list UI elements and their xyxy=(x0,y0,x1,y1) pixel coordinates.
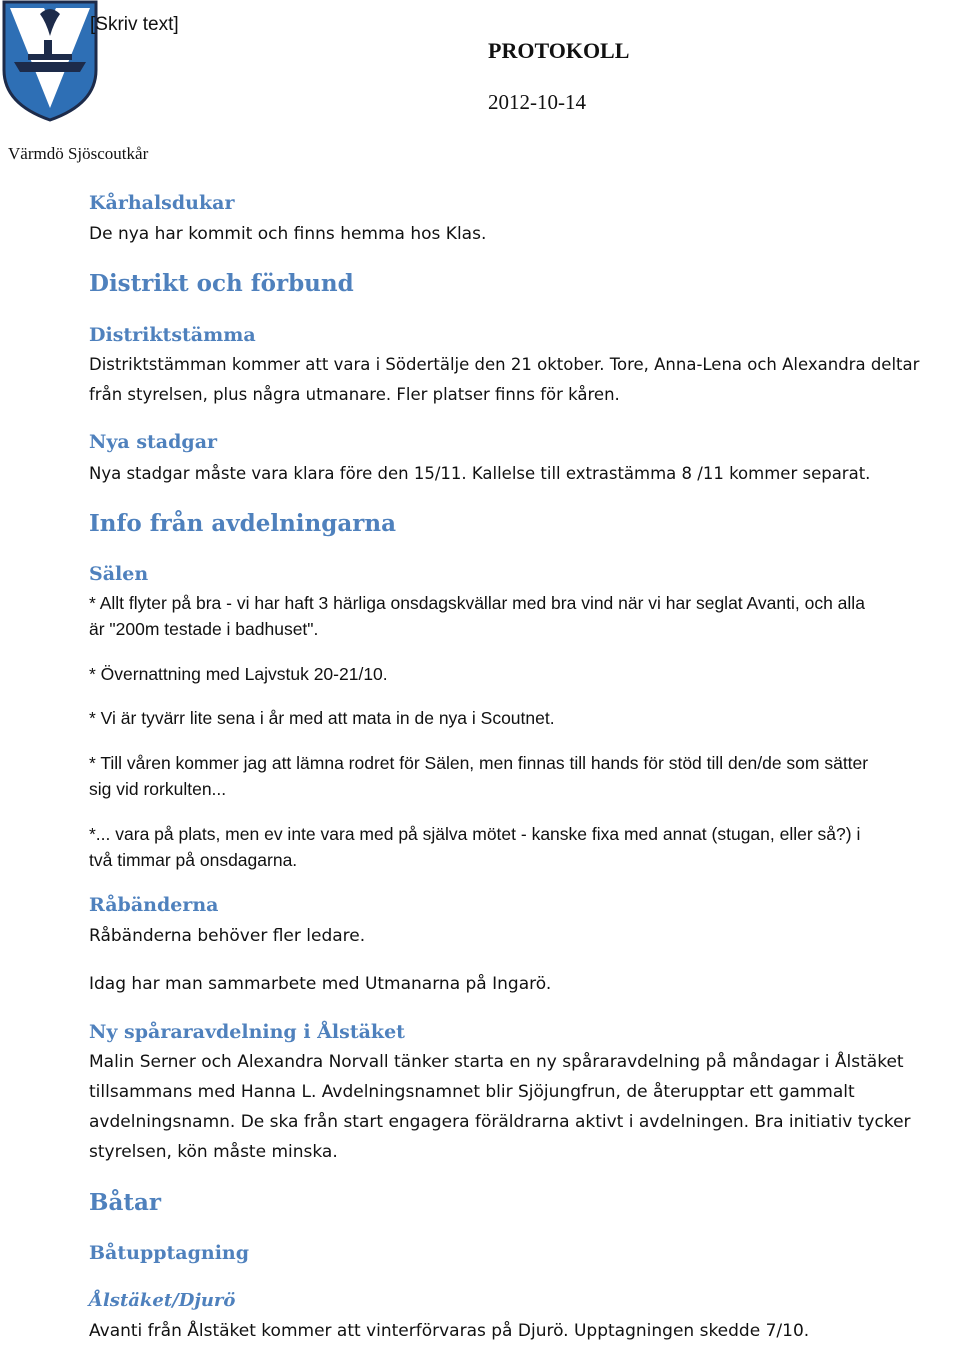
heading-distrikt: Distrikt och förbund xyxy=(89,270,354,297)
rabanderna-text-2: Idag har man sammarbete med Utmanarna på Ingarö. xyxy=(89,974,552,994)
heading-distriktstamma: Distriktstämma xyxy=(89,324,256,346)
spararavdelning-line-4: styrelsen, kön måste minska. xyxy=(89,1142,338,1162)
heading-alstaket-djuro: Ålstäket/Djurö xyxy=(89,1290,236,1311)
heading-batar: Båtar xyxy=(89,1189,161,1216)
salen-item-4b: sig vid rorkulten... xyxy=(89,779,227,799)
salen-item-5a: *... vara på plats, men ev inte vara med på själva mötet - kanske fixa med annat (stugan, eller så?) i xyxy=(89,824,861,844)
document-title: PROTOKOLL xyxy=(488,38,630,63)
salen-item-1a: * Allt flyter på bra - vi har haft 3 härliga onsdagskvällar med bra vind när vi har seglat Avanti, och alla xyxy=(89,593,865,613)
salen-item-3: * Vi är tyvärr lite sena i år med att mata in de nya i Scoutnet. xyxy=(89,708,555,728)
heading-nya-stadgar: Nya stadgar xyxy=(89,431,218,453)
heading-ny-spararavdelning: Ny spåraravdelning i Ålstäket xyxy=(89,1021,405,1043)
salen-item-4a: * Till våren kommer jag att lämna rodret för Sälen, men finnas till hands för stöd till den/de som sätter xyxy=(89,753,869,773)
nya-stadgar-text: Nya stadgar måste vara klara före den 15/11. Kallelse till extrastämma 8 /11 kommer separat. xyxy=(89,464,871,483)
spararavdelning-line-3: avdelningsnamn. De ska från start engagera föräldrarna aktivt i avdelningen. Bra initiativ tycker xyxy=(89,1112,911,1132)
alstaket-djuro-text: Avanti från Ålstäket kommer att vinterförvaras på Djurö. Upptagningen skedde 7/10. xyxy=(89,1321,810,1341)
heading-salen: Sälen xyxy=(89,563,149,585)
document-date: 2012-10-14 xyxy=(488,90,586,114)
salen-item-1b: är "200m testade i badhuset". xyxy=(89,619,319,639)
karhalsdukar-text: De nya har kommit och finns hemma hos Klas. xyxy=(89,224,487,244)
organization-name: Värmdö Sjöscoutkår xyxy=(8,144,149,163)
scout-logo xyxy=(0,0,100,122)
heading-batupptagning: Båtupptagning xyxy=(89,1242,250,1264)
spararavdelning-line-1: Malin Serner och Alexandra Norvall tänker starta en ny spåraravdelning på måndagar i Ålstäket xyxy=(89,1052,904,1072)
rabanderna-text-1: Råbänderna behöver fler ledare. xyxy=(89,926,366,946)
spararavdelning-line-2: tillsammans med Hanna L. Avdelningsnamnet blir Sjöjungfrun, de återupptar ett gammalt xyxy=(89,1082,855,1102)
heading-karhalsdukar: Kårhalsdukar xyxy=(89,192,235,214)
salen-item-5b: två timmar på onsdagarna. xyxy=(89,850,298,870)
salen-item-2: * Övernattning med Lajvstuk 20-21/10. xyxy=(89,664,388,684)
heading-rabanderna: Råbänderna xyxy=(89,894,219,916)
heading-info-avdelningar: Info från avdelningarna xyxy=(89,510,396,537)
header-placeholder: [Skriv text] xyxy=(90,14,179,35)
distriktstamma-line1: Distriktstämman kommer att vara i Södertälje den 21 oktober. Tore, Anna-Lena och Alexandra deltar xyxy=(89,355,920,374)
distriktstamma-line2: från styrelsen, plus några utmanare. Fler platser finns för kåren. xyxy=(89,385,620,404)
